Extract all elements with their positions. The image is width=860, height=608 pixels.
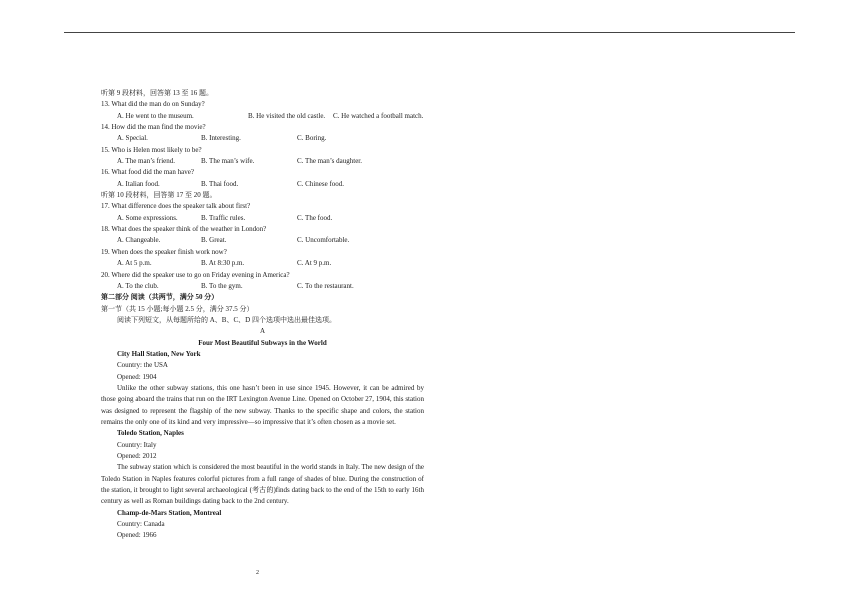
question-13-options xyxy=(101,111,424,122)
station-name: City Hall Station, New York xyxy=(117,349,201,358)
passage-letter: A xyxy=(259,327,266,336)
option-b: B. Thai food. xyxy=(201,179,239,188)
option-b: B. The man’s wife. xyxy=(201,157,255,166)
option-b: B. Great. xyxy=(201,236,227,245)
option-b: B. Traffic rules. xyxy=(201,213,246,222)
option-a: A. To the club. xyxy=(117,281,159,290)
station-name: Toledo Station, Naples xyxy=(117,429,184,438)
question-20-options xyxy=(101,281,424,292)
option-c: C. To the restaurant. xyxy=(297,281,354,290)
option-a: A. Italian food. xyxy=(117,179,160,188)
part2-heading: 第二部分 阅读（共两节，满分 50 分） xyxy=(101,293,219,302)
passage-title: Four Most Beautiful Subways in the World xyxy=(198,338,327,347)
option-c: C. Boring. xyxy=(297,134,327,143)
reading-instructions: 阅读下列短文，从每题所给的 A、B、C、D 四个选项中选出最佳选项。 xyxy=(117,315,336,324)
question-14-options xyxy=(101,133,424,144)
station-description: The subway station which is considered the most beautiful in the world stands in Italy. The new design of the Toledo Station in Naples features colorful pictures from a full range of shades of blue. During the construction of the station, it brought to light several archaeological (考古的)finds dating back to the end of the 15th to early 16th century as well as Roman buildings dating back to the 2nd century. xyxy=(101,463,424,506)
station-opened: Opened: 2012 xyxy=(117,452,157,460)
station-country: Country: Italy xyxy=(117,440,157,449)
section1-heading: 第一节（共 15 小题;每小题 2.5 分，满分 37.5 分） xyxy=(101,304,254,313)
station-description: Unlike the other subway stations, this one hasn’t been in use since 1945. However, it can be admired by those going aboard the trains that run on the IRT Lexington Avenue Line. Opened on October 27, 1904, this station was designed to represent the flagship of the new subway. Thanks to the specific shape and colors, the station remains the only one of its kind and very impressive—so impressive that it’s often chosen as a movie set. xyxy=(101,383,424,426)
option-a: A. Special. xyxy=(117,134,148,143)
question-19-options xyxy=(101,258,424,269)
option-c: C. At 9 p.m. xyxy=(297,259,332,268)
question-13: 13. What did the man do on Sunday? xyxy=(101,100,205,109)
section9-intro: 听第 9 段材料，回答第 13 至 16 题。 xyxy=(101,89,213,97)
question-20: 20. Where did the speaker use to go on Friday evening in America? xyxy=(101,270,290,279)
option-c: C. The man’s daughter. xyxy=(297,157,362,166)
question-15: 15. Who is Helen most likely to be? xyxy=(101,145,202,154)
station-country: Country: the USA xyxy=(117,361,168,370)
page-content xyxy=(101,88,424,542)
question-18-options xyxy=(101,235,424,246)
option-b: B. Interesting. xyxy=(201,134,241,143)
question-14: 14. How did the man find the movie? xyxy=(101,123,206,132)
option-c: C. The food. xyxy=(297,213,333,222)
option-a: A. The man’s friend. xyxy=(117,157,175,166)
station-country: Country: Canada xyxy=(117,520,165,529)
question-19: 19. When does the speaker finish work now? xyxy=(101,247,227,256)
question-17: 17. What difference does the speaker talk about first? xyxy=(101,202,251,211)
station-name: Champ-de-Mars Station, Montreal xyxy=(117,508,222,517)
option-a: A. He went to the museum. xyxy=(117,111,194,120)
question-17-options xyxy=(101,213,424,224)
page-number: 2 xyxy=(256,570,259,576)
option-c: C. Uncomfortable. xyxy=(297,236,350,245)
option-a: A. Some expressions. xyxy=(117,213,178,222)
station-opened: Opened: 1966 xyxy=(117,531,157,540)
option-c: C. He watched a football match. xyxy=(333,111,424,120)
option-a: A. At 5 p.m. xyxy=(117,259,152,268)
option-b: B. He visited the old castle. xyxy=(248,111,326,120)
question-16-options xyxy=(101,179,424,190)
section10-intro: 听第 10 段材料，回答第 17 至 20 题。 xyxy=(101,191,217,200)
header-rule xyxy=(64,32,795,33)
option-c: C. Chinese food. xyxy=(297,179,345,188)
option-b: B. To the gym. xyxy=(201,281,243,290)
option-b: B. At 8:30 p.m. xyxy=(201,259,245,268)
question-18: 18. What does the speaker think of the weather in London? xyxy=(101,225,267,234)
station-opened: Opened: 1904 xyxy=(117,372,157,381)
option-a: A. Changeable. xyxy=(117,236,161,245)
question-15-options xyxy=(101,156,424,167)
question-16: 16. What food did the man have? xyxy=(101,168,194,177)
